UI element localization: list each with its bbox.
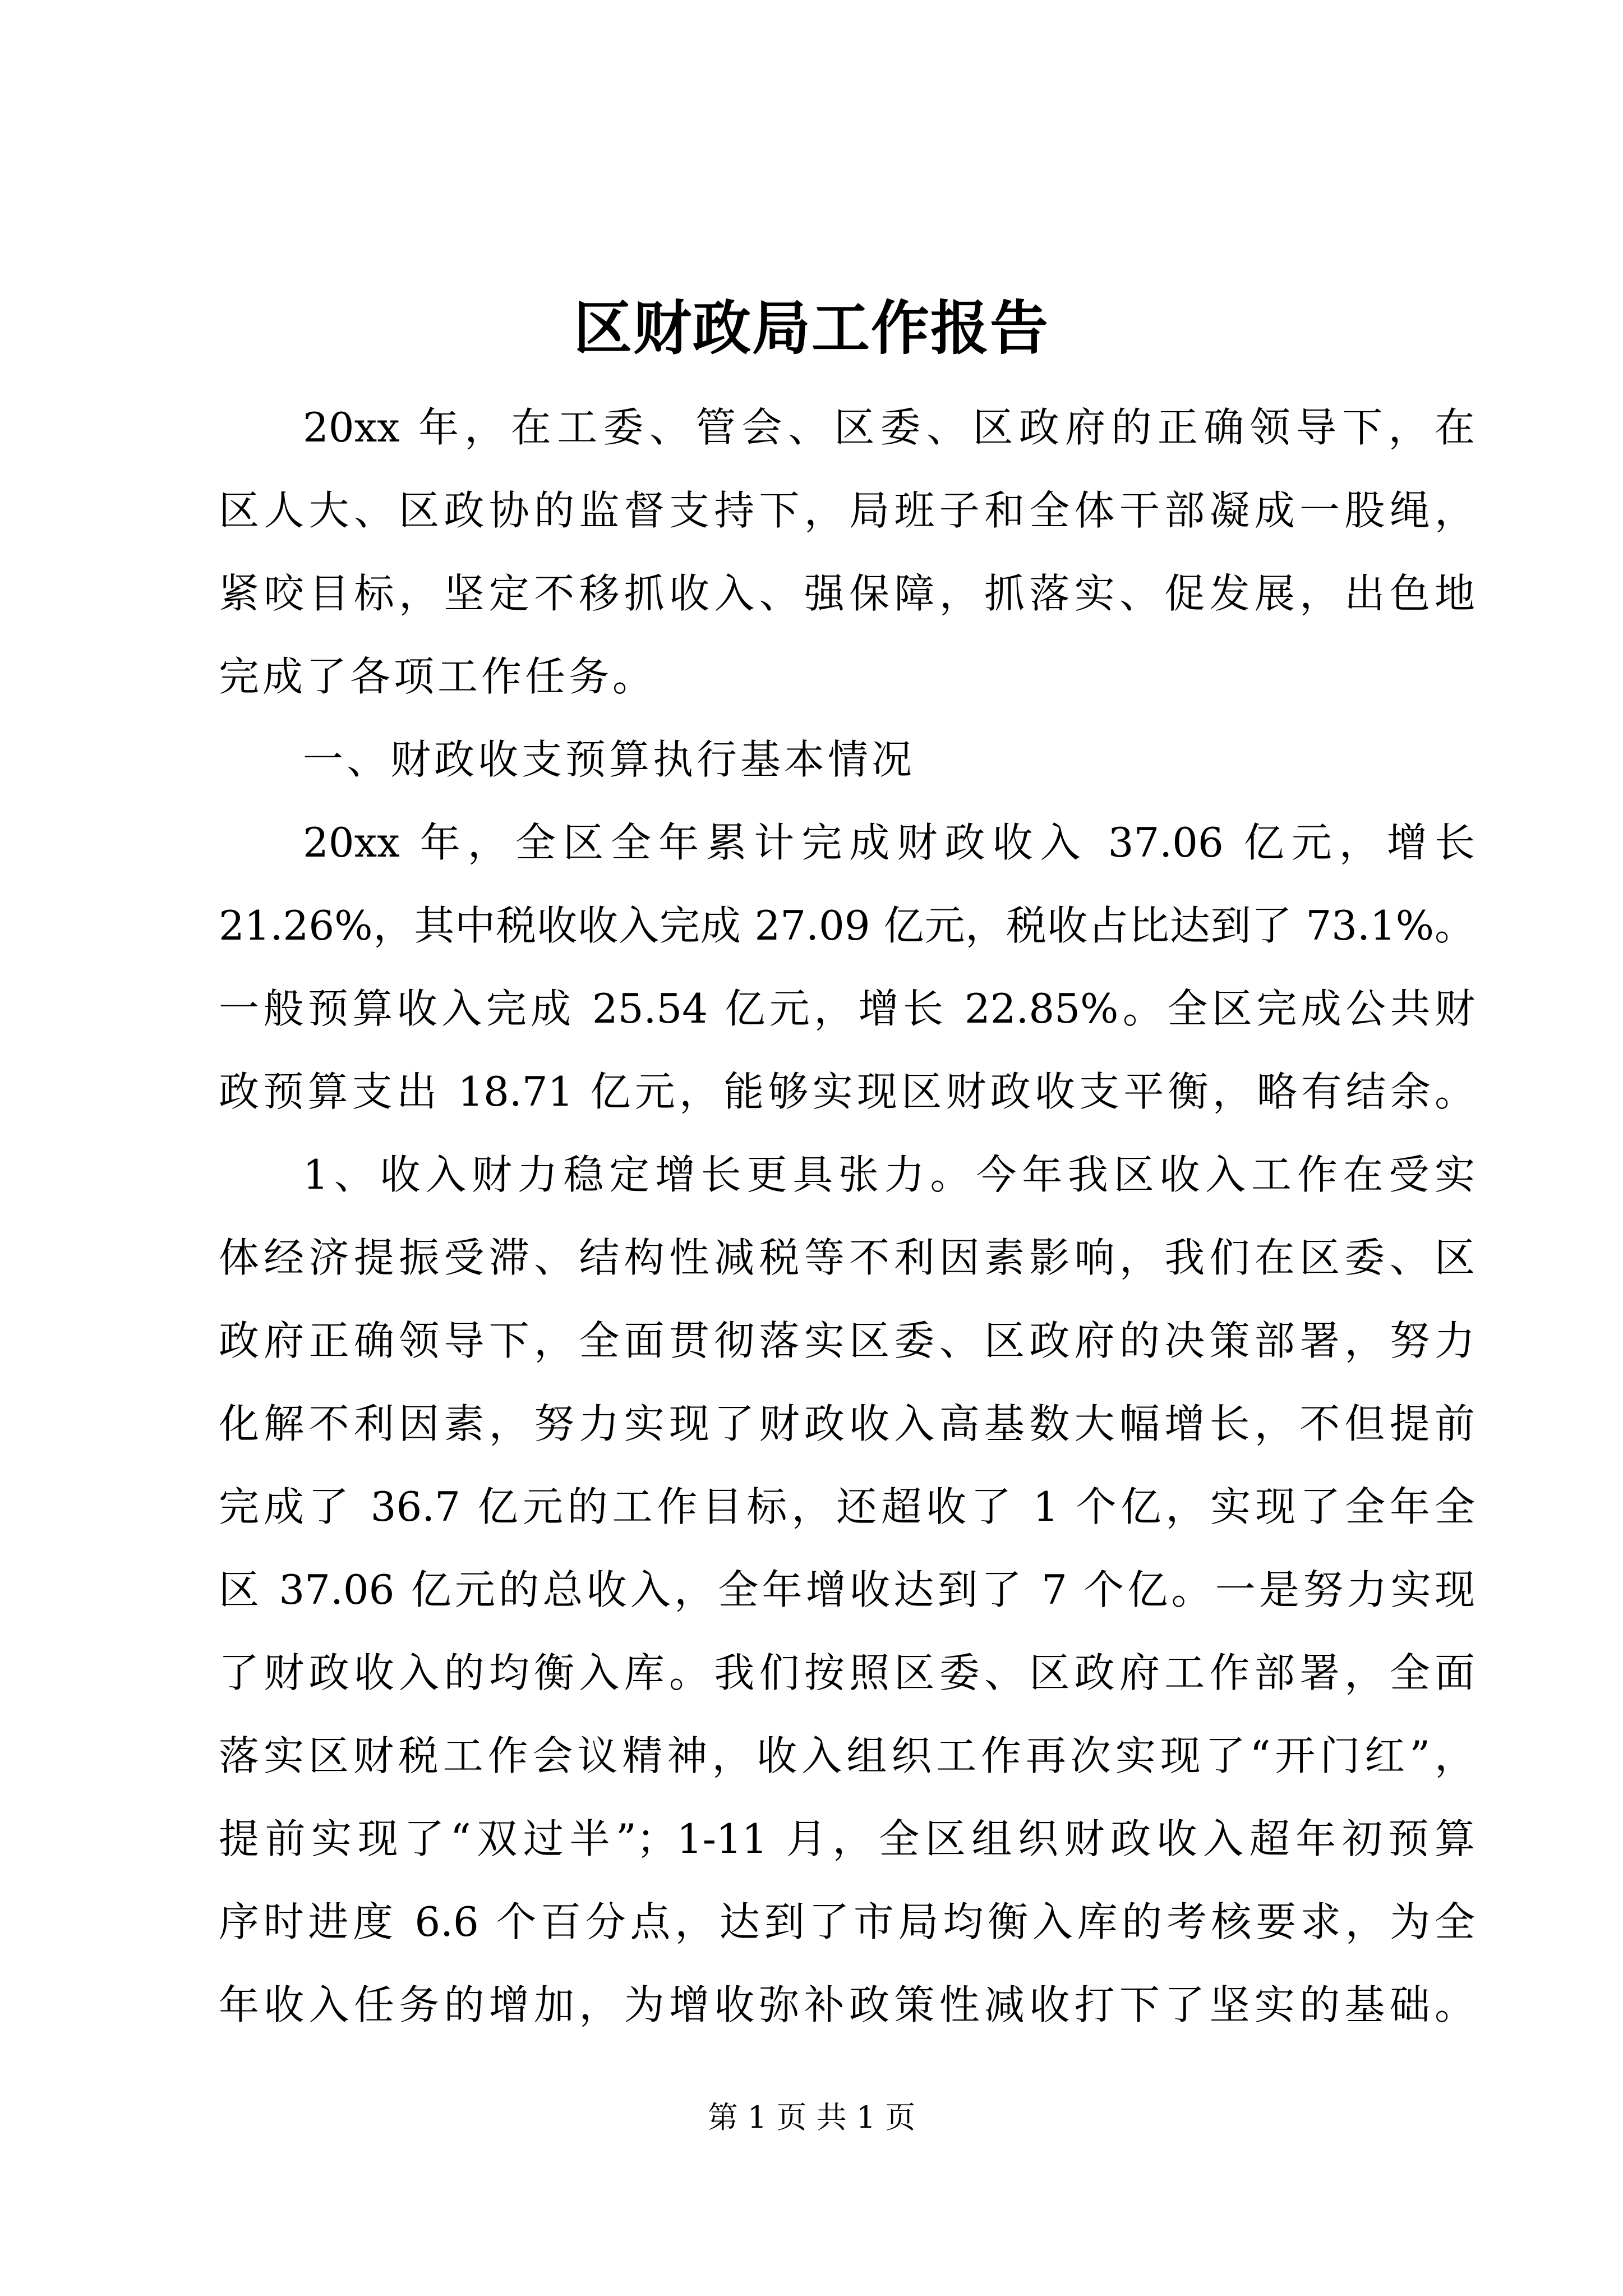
paragraph-3-line-5: 完成了 36.7 亿元的工作目标，还超收了 1 个亿，实现了全年全 [219,1483,1475,1530]
paragraph-3-line-8: 落实区财税工作会议精神，收入组织工作再次实现了“开门红”， [219,1732,1475,1779]
paragraph-3-line-11: 年收入任务的增加，为增收弥补政策性减收打下了坚实的基础。 [219,1981,1475,2028]
paragraph-1-line-3: 紧咬目标，坚定不移抓收入、强保障，抓落实、促发展，出色地 [219,570,1475,617]
paragraph-3-line-3: 政府正确领导下，全面贯彻落实区委、区政府的决策部署，努力 [219,1317,1475,1364]
paragraph-2-line-1: 20xx 年，全区全年累计完成财政收入 37.06 亿元，增长 [303,819,1475,866]
paragraph-1-line-4: 完成了各项工作任务。 [219,653,657,700]
document-title: 区财政局工作报告 [573,293,1049,362]
paragraph-3-line-2: 体经济提振受滞、结构性减税等不利因素影响，我们在区委、区 [219,1234,1475,1281]
paragraph-2-line-2: 21.26%，其中税收收入完成 27.09 亿元，税收占比达到了 73.1%。 [219,902,1475,949]
page-number-footer: 第 1 页 共 1 页 [707,2100,916,2135]
paragraph-3-line-10: 序时进度 6.6 个百分点，达到了市局均衡入库的考核要求，为全 [219,1898,1475,1945]
paragraph-3-line-7: 了财政收入的均衡入库。我们按照区委、区政府工作部署，全面 [219,1649,1475,1696]
section-heading-1: 一、财政收支预算执行基本情况 [303,736,916,783]
paragraph-1-line-2: 区人大、区政协的监督支持下，局班子和全体干部凝成一股绳， [219,487,1475,534]
paragraph-3-line-4: 化解不利因素，努力实现了财政收入高基数大幅增长，不但提前 [219,1400,1475,1447]
paragraph-3-line-1: 1、收入财力稳定增长更具张力。今年我区收入工作在受实 [303,1151,1475,1198]
paragraph-2-line-3: 一般预算收入完成 25.54 亿元，增长 22.85%。全区完成公共财 [219,985,1475,1032]
paragraph-3-line-6: 区 37.06 亿元的总收入，全年增收达到了 7 个亿。一是努力实现 [219,1566,1475,1613]
paragraph-1-line-1: 20xx 年，在工委、管会、区委、区政府的正确领导下，在 [303,404,1475,451]
paragraph-2-line-4: 政预算支出 18.71 亿元，能够实现区财政收支平衡，略有结余。 [219,1068,1475,1115]
paragraph-3-line-9: 提前实现了“双过半”；1-11 月，全区组织财政收入超年初预算 [219,1815,1475,1862]
